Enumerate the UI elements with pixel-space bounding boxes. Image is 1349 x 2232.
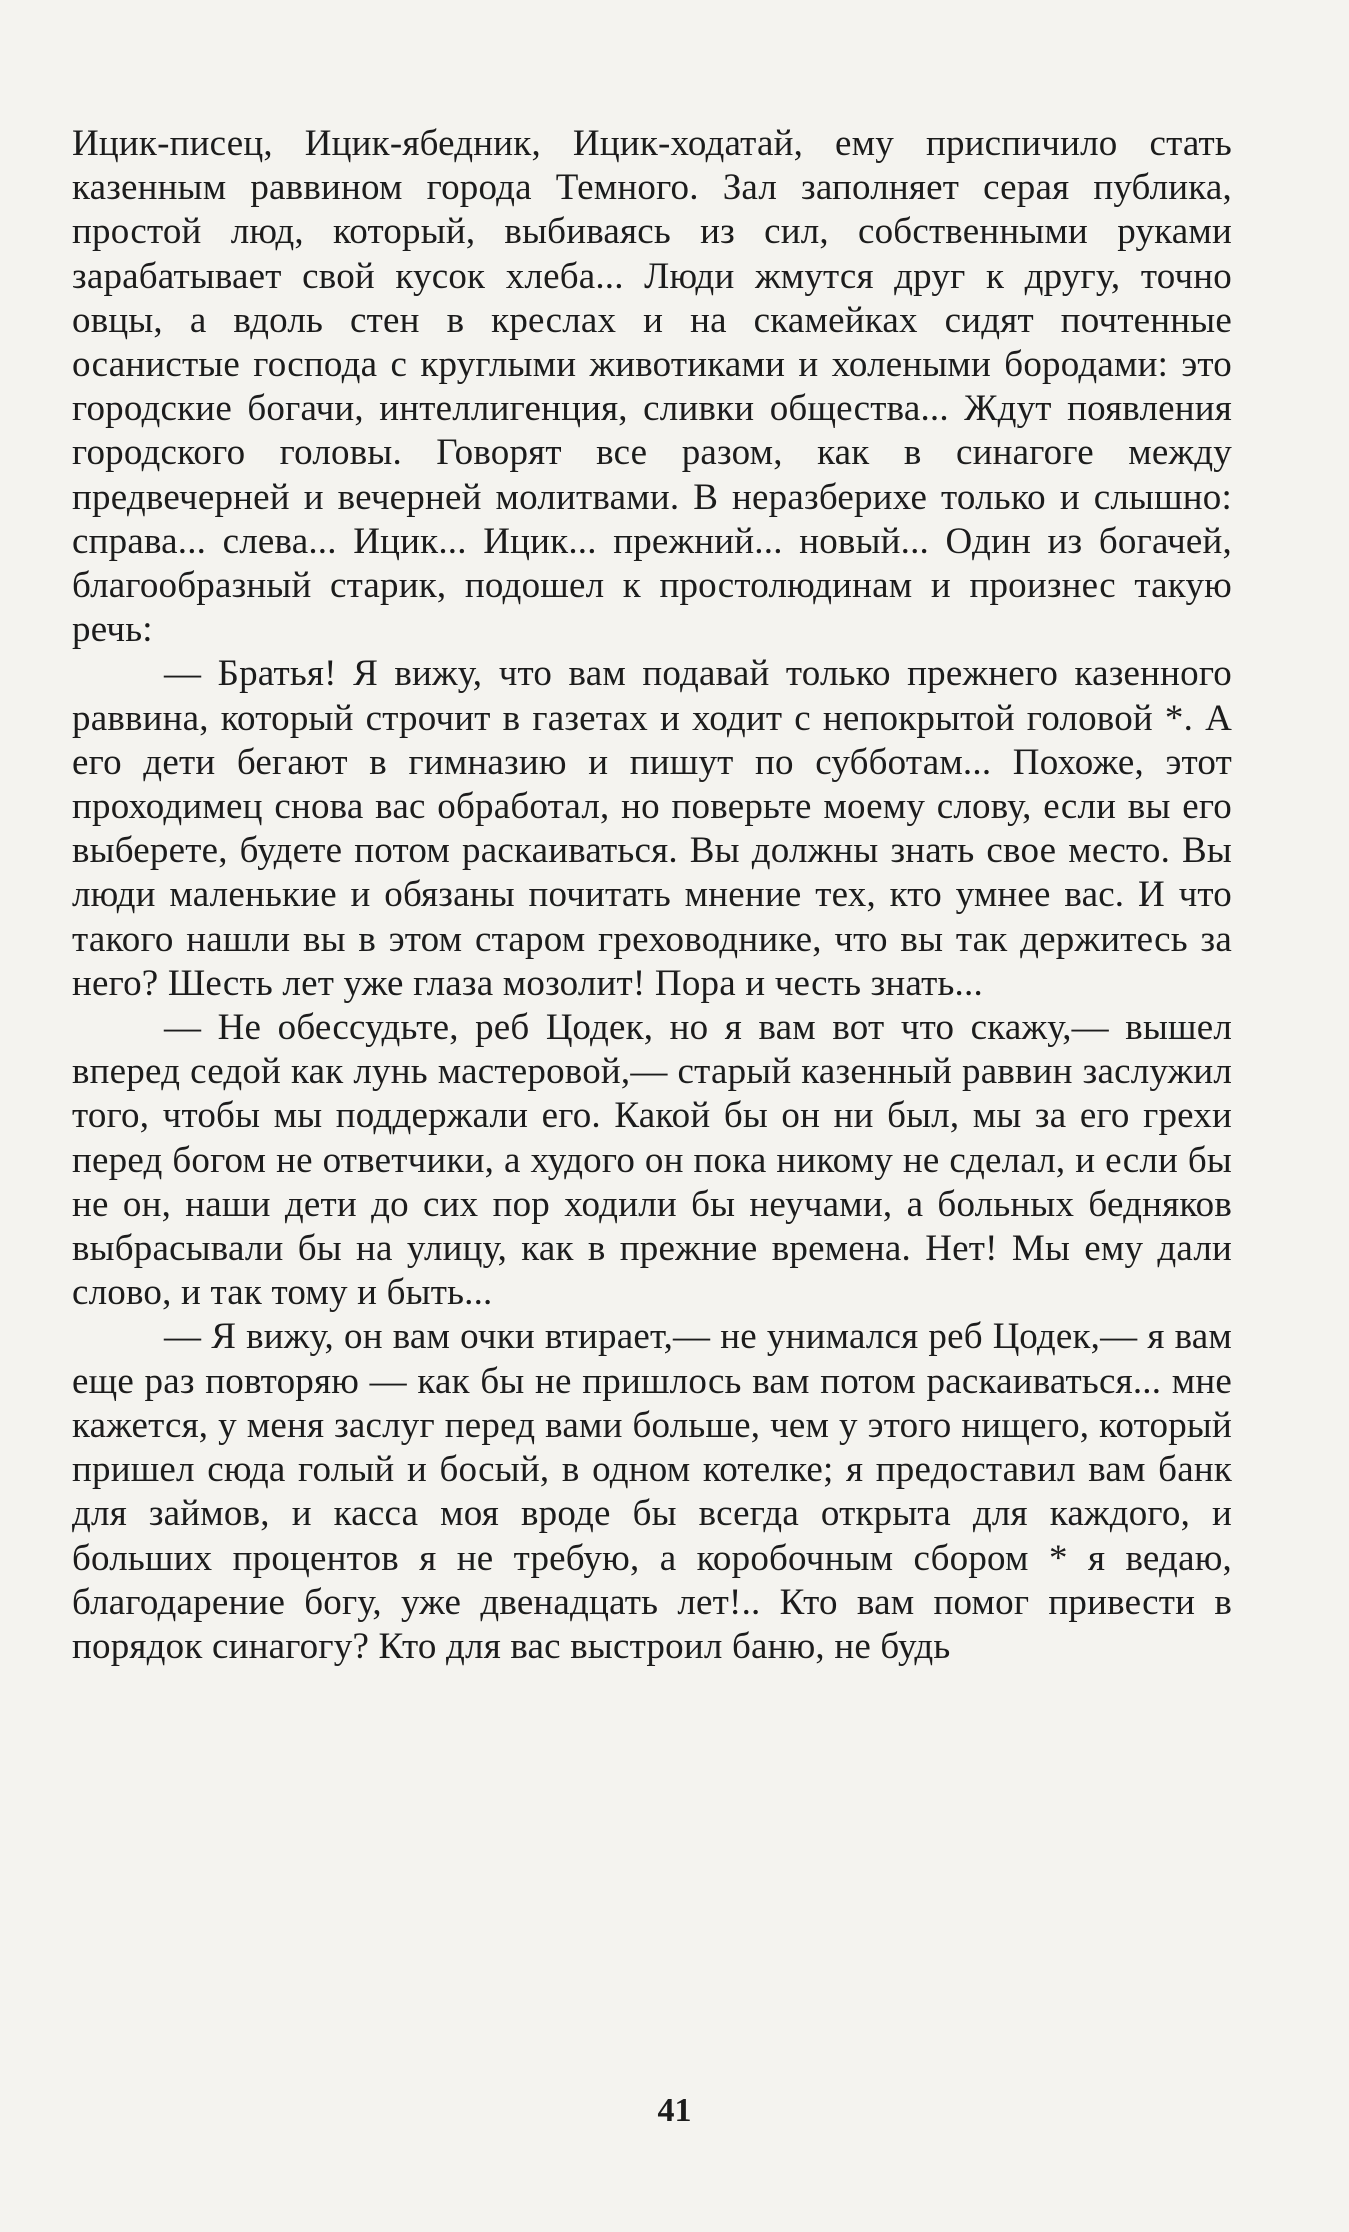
paragraph-speech-2: — Не обессудьте, реб Цодек, но я вам вот что скажу,— вышел вперед седой как лунь мастеровой,— старый казенный раввин заслужил того, чтобы мы поддержали его. Какой бы он ни был, мы за его грехи перед богом не ответчики, а худого он пока никому не сделал, и если бы не он, наши дети до сих пор ходили бы неучами, а больных бедняков выбрасывали бы на улицу, как в прежние времена. Нет! Мы ему дали слово, и так тому и быть...: [72, 1007, 1232, 1314]
paragraph-narration: Ицик-писец, Ицик-ябедник, Ицик-ходатай, ему приспичило стать казенным раввином города Темного. Зал заполняет серая публика, простой люд, который, выбиваясь из сил, собственными руками зарабатывает свой кусок хлеба... Люди жмутся друг к другу, точно овцы, а вдоль стен в креслах и на скамейках сидят почтенные осанистые господа с круглыми животиками и холеными бородами: это городские богачи, интеллигенция, сливки общества... Ждут появления городского головы. Говорят все разом, как в синагоге между предвечерней и вечерней молитвами. В неразберихе только и слышно: справа... слева... Ицик... Ицик... прежний... новый... Один из богачей, благообразный старик, подошел к простолюдинам и произнес такую речь:: [72, 123, 1232, 651]
paragraph-speech-3: — Я вижу, он вам очки втирает,— не унимался реб Цодек,— я вам еще раз повторяю — как бы не пришлось вам потом раскаиваться... мне кажется, у меня заслуг перед вами больше, чем у этого нищего, который пришел сюда голый и босый, в одном котелке; я предоставил вам банк для займов, и касса моя вроде бы всегда открыта для каждого, и больших процентов я не требую, а коробочным сбором * я ведаю, благодарение богу, уже двенадцать лет!.. Кто вам помог привести в порядок синагогу? Кто для вас выстроил баню, не будь: [72, 1316, 1232, 1667]
paragraph-speech-1: — Братья! Я вижу, что вам подавай только прежнего казенного раввина, который строчит в газетах и ходит с непокрытой головой *. А его дети бегают в гимназию и пишут по субботам... Похоже, этот проходимец снова вас обработал, но поверьте моему слову, если вы его выберете, будете потом раскаиваться. Вы должны знать свое место. Вы люди маленькие и обязаны почитать мнение тех, кто умнее вас. И что такого нашли вы в этом старом греховоднике, что вы так держитесь за него? Шесть лет уже глаза мозолит! Пора и честь знать...: [72, 653, 1232, 1004]
page-number: 41: [657, 2092, 692, 2129]
page-body: [72, 122, 1232, 1669]
